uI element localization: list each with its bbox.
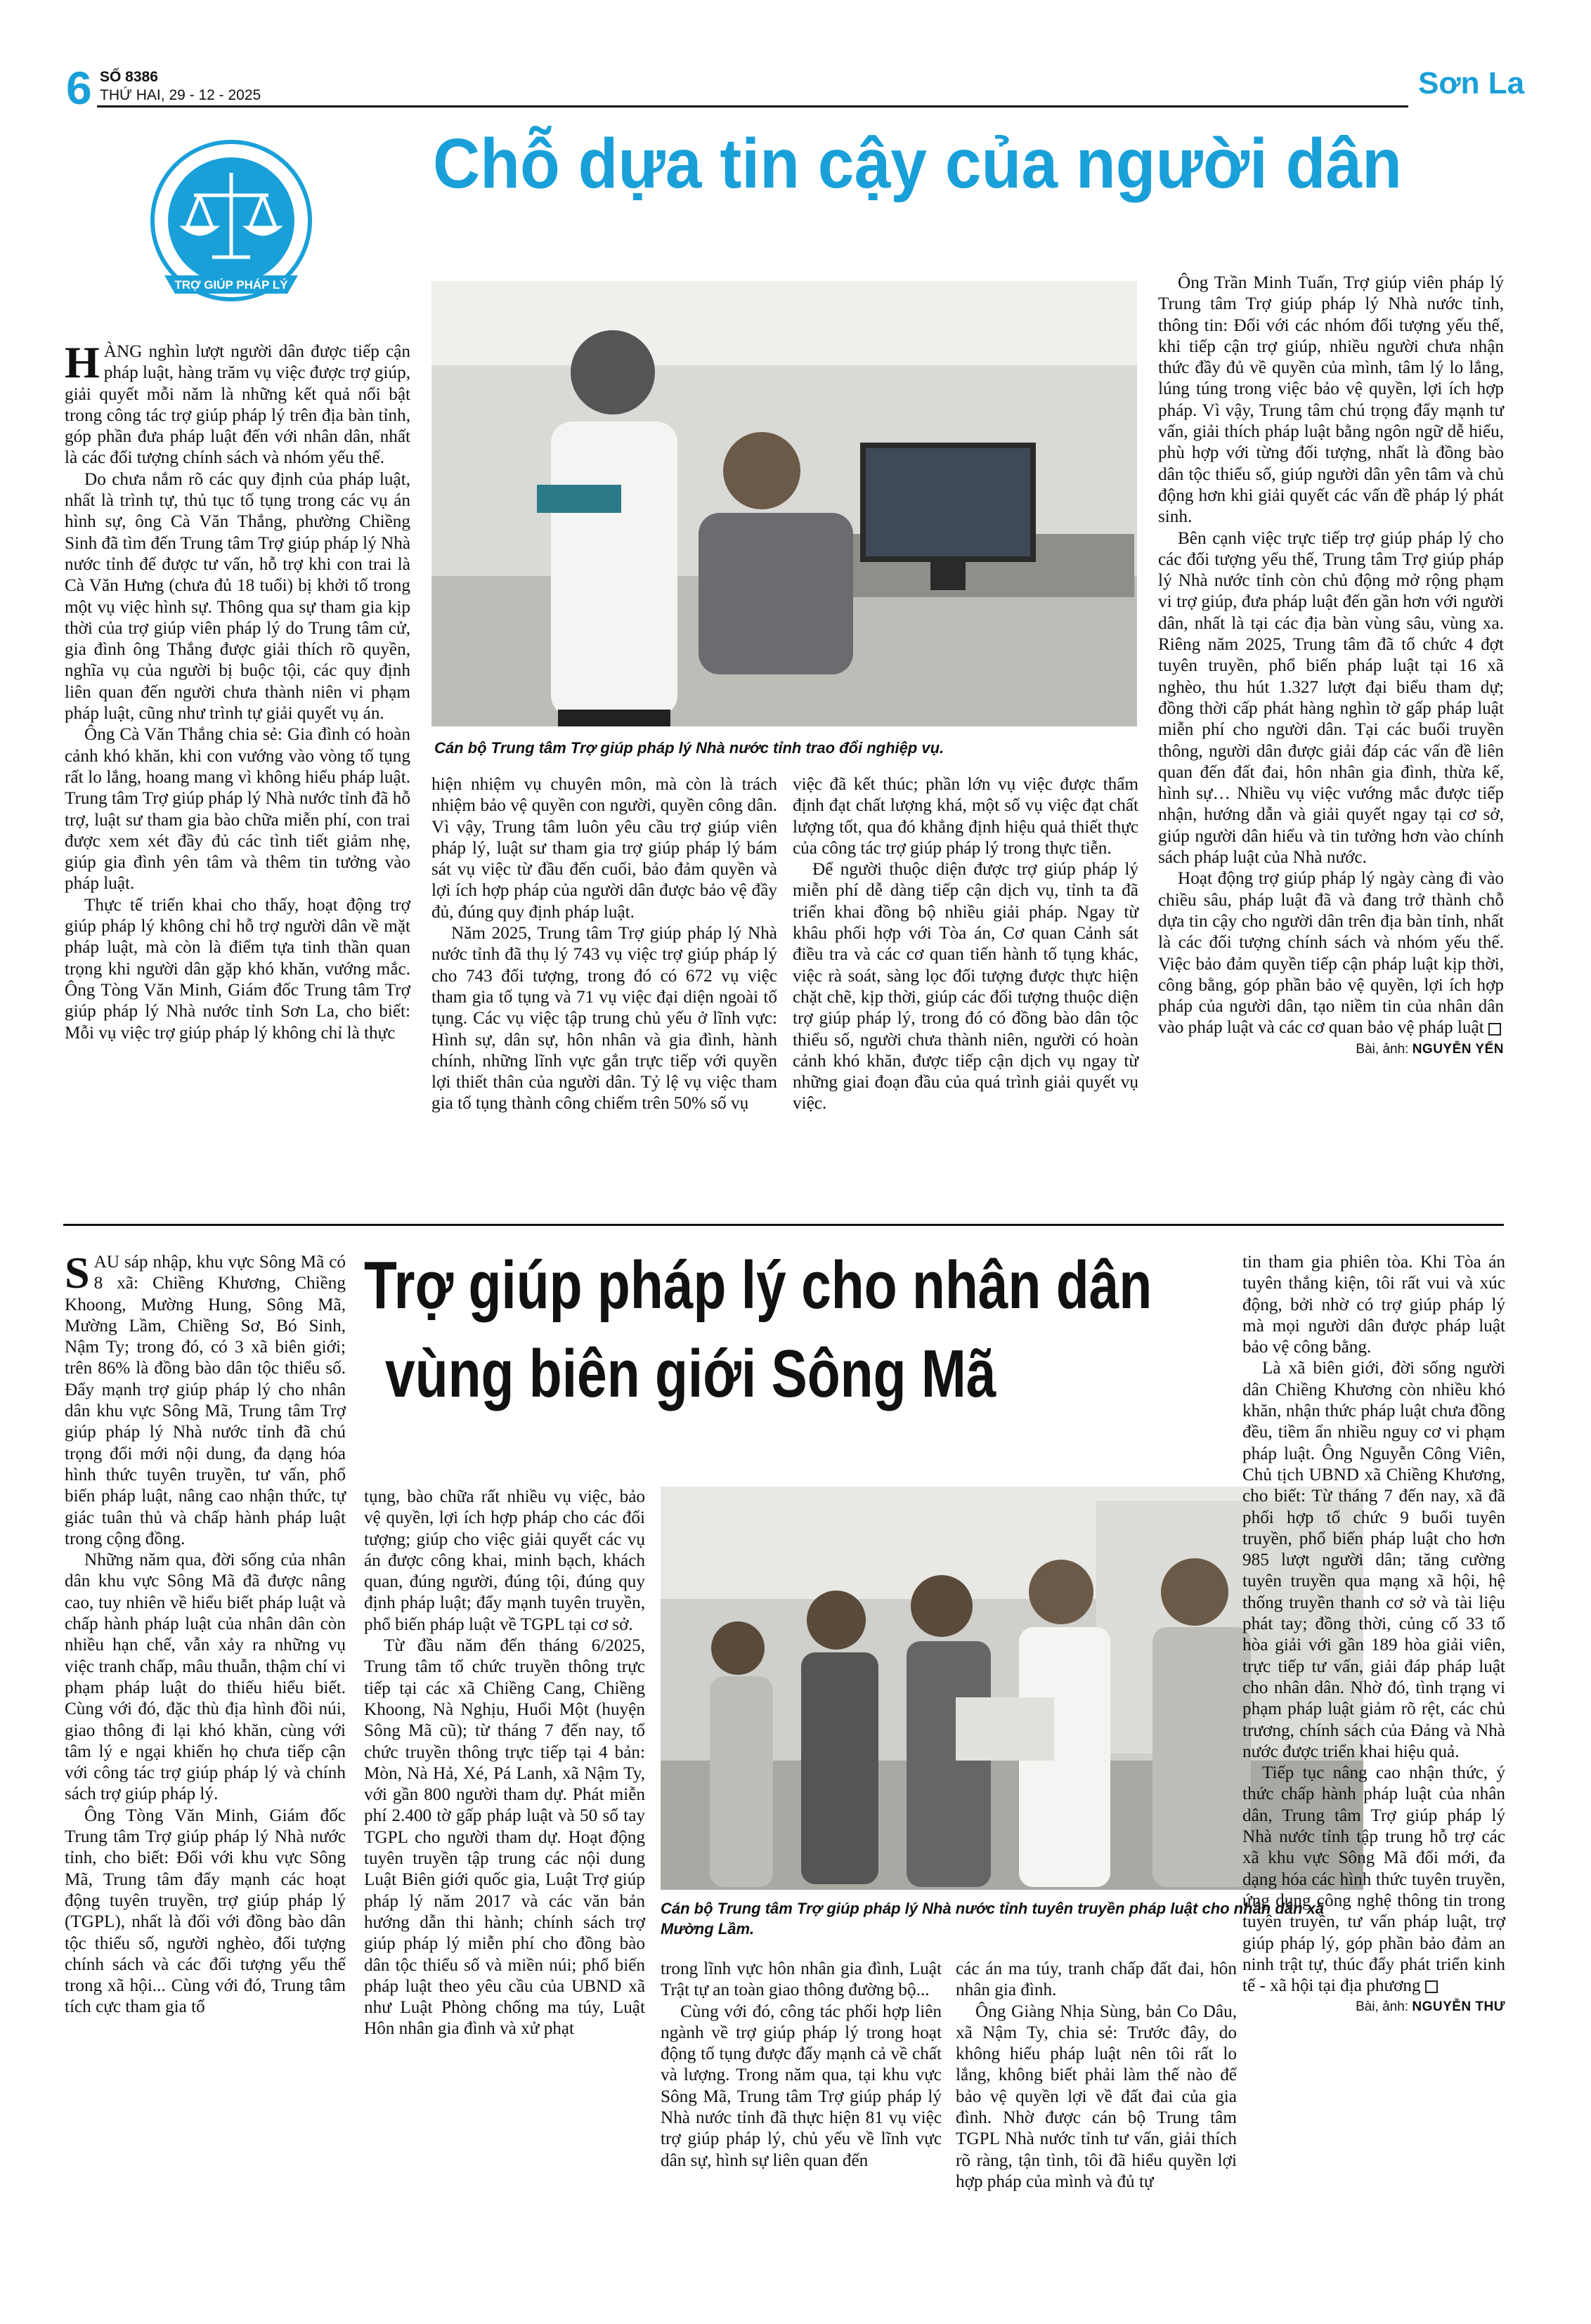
article1-col4-p1: Ông Trần Minh Tuấn, Trợ giúp viên pháp lý Trung tâm Trợ giúp pháp lý Nhà nước tỉnh, thông tin: Đối với các nhóm đối tượng yếu thế, khi tiếp cận trợ giúp, nhiều người chưa nhận thức đầy đủ về quyền của mình, tâm lý lo lắng, lúng túng trong việc bảo vệ quyền, lợi ích hợp pháp. Vì vậy, Trung tâm chú trọng đẩy mạnh tư vấn, giải thích pháp luật bằng ngôn ngữ dễ hiểu, phù hợp với từng đối tượng, nhất là đồng bào dân tộc thiểu số, giúp người dân yên tâm và chủ động hơn khi giải quyết các vấn đề pháp lý phát sinh. <box>1158 273 1504 527</box>
article2-col4-p2: Ông Giàng Nhịa Sùng, bản Co Dâu, xã Nậm Ty, chia sẻ: Trước đây, do không hiểu pháp luật nên tôi rất lo lắng, không biết phải làm thế nào để bảo vệ quyền lợi về đất đai của gia đình. Nhờ được cán bộ Trung tâm TGPL Nhà nước tỉnh tư vấn, giải thích rõ ràng, tận tình, tôi đã hiểu quyền lợi hợp pháp của mình và đủ tự <box>956 2002 1237 2191</box>
article1-photo <box>431 281 1137 726</box>
article2-col4 <box>956 1959 1237 2193</box>
article2-col5 <box>1242 1252 1505 2018</box>
article2-credit-author: NGUYỄN THƯ <box>1412 1999 1505 2015</box>
article1-col3 <box>793 774 1138 1115</box>
article2-col3-p1: trong lĩnh vực hôn nhân gia đình, Luật Trật tự an toàn giao thông đường bộ... <box>661 1959 942 2000</box>
article1-col4-p2: Bên cạnh việc trực tiếp trợ giúp pháp lý cho các đối tượng yếu thế, Trung tâm Trợ giúp pháp lý Nhà nước tỉnh còn chủ động mở rộng phạm vi trợ giúp, đưa pháp luật đến gần hơn với người dân, nhất là tại các địa bàn vùng sâu, vùng xa. Riêng năm 2025, Trung tâm đã tổ chức 4 đợt tuyên truyền, phổ biến pháp luật tại 16 xã nghèo, thu hút 1.327 lượt đại biểu tham dự; đồng thời cấp phát hàng nghìn tờ gấp pháp luật miễn phí cho người dân. Tại các buổi truyền thông, người dân được giải đáp các vấn đề liên quan đến đất đai, hôn nhân gia đình, thừa kế, hình sự… Nhiều vụ việc vướng mắc được tiếp nhận, hướng dẫn và giải quyết ngay tại cơ sở, giúp người dân hiểu và tin tưởng hơn vào chính sách pháp luật của Nhà nước. <box>1158 528 1504 868</box>
article2-col2-p2: Từ đầu năm đến tháng 6/2025, Trung tâm tổ chức truyền thông trực tiếp tại các xã Chiềng Cang, Chiềng Khoong, Nà Nghịu, Huổi Một (huyện Sông Mã cũ); từ tháng 7 đến nay, tổ chức truyền thông trực tiếp tại 4 bản: Mòn, Nà Hả, Xé, Pá Lanh, xã Nậm Ty, với gần 800 người tham dự. Phát miễn phí 2.400 tờ gấp pháp luật và 50 sổ tay TGPL cho người tham dự. Hoạt động tuyên truyền tập trung các nội dung Luật Biên giới quốc gia, Luật Trợ giúp pháp lý năm 2017 và các văn bản hướng dẫn thi hành; chính sách trợ giúp pháp lý miễn phí cho đồng bào dân tộc thiểu số và miền núi; phổ biến pháp luật theo yêu cầu của UBND xã như Luật Phòng chống ma túy, Luật Hôn nhân gia đình và xử phạt <box>364 1636 645 2039</box>
article2-col1-p1: AU sáp nhập, khu vực Sông Mã có 8 xã: Chiềng Khương, Chiềng Khoong, Mường Hung, Sông Mã, Mường Lầm, Chiềng Sơ, Bó Sinh, Nậm Ty; trong đó, có 3 xã biên giới; trên 86% là đồng bào dân tộc thiểu số. Đẩy mạnh trợ giúp pháp lý cho nhân dân khu vực Sông Mã, Trung tâm Trợ giúp pháp lý Nhà nước tỉnh đã chú trọng đổi mới nội dung, đa dạng hóa hình thức tuyên truyền, tư vấn, phổ biến pháp luật, nâng cao nhận thức, tự giác tuân thủ và chấp hành pháp luật trong cộng đồng. <box>65 1253 346 1548</box>
logo-label: TRỢ GIÚP PHÁP LÝ <box>174 278 288 292</box>
end-mark-icon <box>1488 1023 1501 1036</box>
issue-number: SỐ 8386 <box>100 69 158 85</box>
article2-col5-p2: Là xã biên giới, đời sống người dân Chiềng Khương còn nhiều khó khăn, nhận thức pháp luật chưa đồng đều, tiềm ẩn nhiều nguy cơ vi phạm pháp luật. Ông Nguyễn Công Viên, Chủ tịch UBND xã Chiềng Khương, cho biết: Từ tháng 7 đến nay, xã đã phối hợp tổ chức 9 buổi tuyên truyền, phổ biến pháp luật cho hơn 985 lượt người dân; tăng cường tuyên truyền qua mạng xã hội, hệ thống truyền thanh cơ sở và tài liệu phát tay; đồng thời, củng cố 33 tổ hòa giải với gần 189 hòa giải viên, trực tiếp tư vấn, giải đáp pháp luật cho nhân dân. Nhờ đó, tình trạng vi phạm pháp luật giảm rõ rệt, các chủ trương, chính sách của Đảng và Nhà nước được triển khai hiệu quả. <box>1242 1359 1505 1761</box>
article2-col2 <box>364 1487 645 2040</box>
article2-col5-p1: tin tham gia phiên tòa. Khi Tòa án tuyên thắng kiện, tôi rất vui và xúc động, bởi nhờ có trợ giúp pháp lý mà mọi người dân được pháp luật bảo vệ công bằng. <box>1242 1253 1505 1357</box>
legal-aid-logo <box>143 138 319 313</box>
section-name: Sơn La <box>1418 66 1525 100</box>
article1-col3-p2: Để người thuộc diện được trợ giúp pháp lý miễn phí dễ dàng tiếp cận dịch vụ, tỉnh ta đã triển khai đồng bộ nhiều giải pháp. Ngay từ khâu phối hợp với Tòa án, Cơ quan Cảnh sát điều tra và các cơ quan tiến hành tố tụng khác, việc rà soát, sàng lọc đối tượng được thực hiện chặt chẽ, kịp thời, giúp các đối tượng thuộc diện trợ giúp pháp lý, trong đó có đồng bào dân tộc thiểu số, người chưa thành niên, người có hoàn cảnh khó khăn, được tiếp cận dịch vụ ngay từ những giai đoạn đầu của quá trình giải quyết vụ việc. <box>793 860 1138 1114</box>
article2-credit <box>1242 1997 1505 2018</box>
article2-col4-p1: các án ma túy, tranh chấp đất đai, hôn nhân gia đình. <box>956 1959 1237 2000</box>
article1-col4 <box>1158 273 1504 1060</box>
article1-col1 <box>65 337 410 1044</box>
article1-credit <box>1158 1039 1504 1060</box>
end-mark-icon <box>1425 1980 1438 1993</box>
article2-dropcap: S <box>65 1248 90 1298</box>
header-rule <box>97 105 1408 107</box>
article1-credit-author: NGUYỄN YẾN <box>1412 1041 1504 1057</box>
article2-col1 <box>65 1248 346 2018</box>
article2-col1-p2: Những năm qua, đời sống của nhân dân khu vực Sông Mã đã được nâng cao, tuy nhiên về hiểu biết pháp luật và chấp hành pháp luật của nhân dân còn nhiều hạn chế, vẫn xảy ra những vụ việc tranh chấp, mâu thuẫn, thậm chí vi phạm pháp luật do thiếu hiểu biết. Cùng với đó, đặc thù địa hình đồi núi, giao thông đi lại khó khăn, cùng với tâm lý e ngại khiến họ chưa tiếp cận với công tác trợ giúp pháp lý và chính sách trợ giúp pháp lý. <box>65 1551 346 1804</box>
article2-col2-p1: tụng, bào chữa rất nhiều vụ việc, bảo vệ quyền, lợi ích hợp pháp cho các đối tượng; giúp cho việc giải quyết các vụ án được công khai, minh bạch, khách quan, đúng người, đúng tội, đúng quy định pháp luật; đẩy mạnh tuyên truyền, phổ biến pháp luật về TGPL tại cơ sở. <box>364 1487 645 1634</box>
article1-col2-p1: hiện nhiệm vụ chuyên môn, mà còn là trách nhiệm bảo vệ quyền con người, quyền công dân. Vì vậy, Trung tâm luôn yêu cầu trợ giúp viên pháp lý, luật sư tham gia trợ giúp pháp lý bám sát vụ việc từ đầu đến cuối, bảo đảm quyền và lợi ích hợp pháp của người dân được bảo vệ đầy đủ, đúng quy định pháp luật. <box>431 775 777 922</box>
article2-col5-p3: Tiếp tục nâng cao nhận thức, ý thức chấp hành pháp luật của nhân dân, Trung tâm Trợ giúp pháp lý Nhà nước tỉnh tập trung hỗ trợ các xã khu vực Sông Mã đổi mới, đa dạng hóa các hình thức tuyên truyền, ứng dụng công nghệ thông tin trong tuyên truyền, tư vấn pháp luật, trợ giúp pháp lý, góp phần bảo đảm an ninh trật tự, thúc đẩy phát triển kinh tế - xã hội tại địa phương <box>1242 1763 1505 1996</box>
article1-credit-prefix: Bài, ảnh: <box>1356 1041 1409 1057</box>
article1-photo-caption: Cán bộ Trung tâm Trợ giúp pháp lý Nhà nước tỉnh trao đổi nghiệp vụ. <box>434 739 944 757</box>
article2-credit-prefix: Bài, ảnh: <box>1356 1999 1409 2015</box>
article-separator <box>63 1224 1504 1226</box>
article1-title: Chỗ dựa tin cậy của người dân <box>433 124 1402 203</box>
article1-col1-p4: Thực tế triển khai cho thấy, hoạt động trợ giúp pháp lý không chỉ hỗ trợ người dân về mặt pháp luật, mà còn là điểm tựa tinh thần quan trọng khi người dân gặp khó khăn, vướng mắc. Ông Tòng Văn Minh, Giám đốc Trung tâm Trợ giúp pháp lý Nhà nước tỉnh Sơn La, cho biết: Mỗi vụ việc trợ giúp pháp lý không chỉ là thực <box>65 895 410 1043</box>
article2-col3 <box>661 1959 942 2172</box>
page-number: 6 <box>66 62 92 114</box>
article1-col1-p3: Ông Cà Văn Thắng chia sẻ: Gia đình có hoàn cảnh khó khăn, khi con vướng vào vòng tố tụng rất lo lắng, hoang mang vì không hiểu pháp luật. Trung tâm Trợ giúp pháp lý Nhà nước tỉnh đã hỗ trợ, luật sư tham gia bào chữa miễn phí, con trai được xem xét đầy đủ các tình tiết giảm nhẹ, giúp gia đình yên tâm và thêm tin tưởng vào pháp luật. <box>65 725 410 894</box>
article1-col2 <box>431 774 777 1115</box>
article1-col3-p1: việc đã kết thúc; phần lớn vụ việc được thẩm định đạt chất lượng khá, một số vụ việc đạt chất lượng tốt, qua đó khẳng định hiệu quả thiết thực của công tác trợ giúp pháp lý trong thực tiễn. <box>793 775 1138 858</box>
article1-col4-p3: Hoạt động trợ giúp pháp lý ngày càng đi vào chiều sâu, pháp luật đã và đang trở thành chỗ dựa tin cậy cho người dân trên địa bàn tỉnh, nhất là các đối tượng chính sách và nhóm yếu thế. Việc bảo đảm quyền tiếp cận pháp luật kịp thời, công bằng, góp phần bảo vệ quyền, lợi ích hợp pháp của người dân, tạo niềm tin của nhân dân vào pháp luật và các cơ quan bảo vệ pháp luật <box>1158 869 1504 1038</box>
page-header <box>0 0 1591 112</box>
article2-photo-caption: Cán bộ Trung tâm Trợ giúp pháp lý Nhà nước tỉnh tuyên truyền pháp luật cho nhân dân xã Mường Lầm. <box>661 1900 1325 1938</box>
article1-col2-p2: Năm 2025, Trung tâm Trợ giúp pháp lý Nhà nước tỉnh đã thụ lý 743 vụ việc trợ giúp pháp lý cho 743 đối tượng, trong đó có 672 vụ việc tham gia tố tụng và 71 vụ việc đại diện ngoài tố tụng. Các vụ việc tập trung chủ yếu ở lĩnh vực: Hình sự, dân sự, hôn nhân và gia đình, hành chính, những lĩnh vực gắn trực tiếp với quyền lợi thiết thân của người dân. Tỷ lệ vụ việc tham gia tố tụng thành công chiếm trên 50% số vụ <box>431 924 777 1114</box>
article2-title-line2: vùng biên giới Sông Mã <box>385 1336 996 1411</box>
issue-date: THỨ HAI, 29 - 12 - 2025 <box>100 87 261 103</box>
article2-title-line1: Trợ giúp pháp lý cho nhân dân <box>364 1248 1152 1323</box>
article2-col1-p3: Ông Tòng Văn Minh, Giám đốc Trung tâm Trợ giúp pháp lý Nhà nước tỉnh, cho biết: Đối với khu vực Sông Mã, Trung tâm đẩy mạnh các hoạt động tuyên truyền, trợ giúp pháp lý (TGPL), nhất là đối với đồng bào dân tộc thiểu số, người nghèo, đối tượng chính sách và các đối tượng yếu thế trong xã hội... Cùng với đó, Trung tâm tích cực tham gia tố <box>65 1806 346 2017</box>
article1-col1-p2: Do chưa nắm rõ các quy định của pháp luật, nhất là trình tự, thủ tục tố tụng trong các vụ án hình sự, ông Cà Văn Thắng, phường Chiềng Sinh đã tìm đến Trung tâm Trợ giúp pháp lý Nhà nước tỉnh để được tư vấn, hỗ trợ khi con trai là Cà Văn Hưng (chưa đủ 18 tuổi) bị khởi tố trong một vụ việc hình sự. Thông qua sự tham gia kịp thời của trợ giúp viên pháp lý do Trung tâm cử, gia đình ông Thắng được giải thích rõ quyền, nghĩa vụ của người bị buộc tội, các quy định liên quan đến người chưa thành niên vi phạm pháp luật, cũng như trình tự giải quyết vụ án. <box>65 469 410 724</box>
article1-col1-p1: ÀNG nghìn lượt người dân được tiếp cận pháp luật, hàng trăm vụ việc được trợ giúp, giải quyết mỗi năm là những kết quả nổi bật trong công tác trợ giúp pháp lý trên địa bàn tỉnh, góp phần đưa pháp luật đến với nhân dân, nhất là các đối tượng chính sách và nhóm yếu thế. <box>65 342 410 468</box>
article2-col3-p2: Cùng với đó, công tác phối hợp liên ngành về trợ giúp pháp lý trong hoạt động tố tụng được đẩy mạnh cả về chất và lượng. Trong năm qua, tại khu vực Sông Mã, Trung tâm Trợ giúp pháp lý Nhà nước tỉnh đã thực hiện 81 vụ việc trợ giúp pháp lý, chủ yếu về lĩnh vực dân sự, hình sự liên quan đến <box>661 2002 942 2170</box>
article1-dropcap: H <box>65 337 100 387</box>
